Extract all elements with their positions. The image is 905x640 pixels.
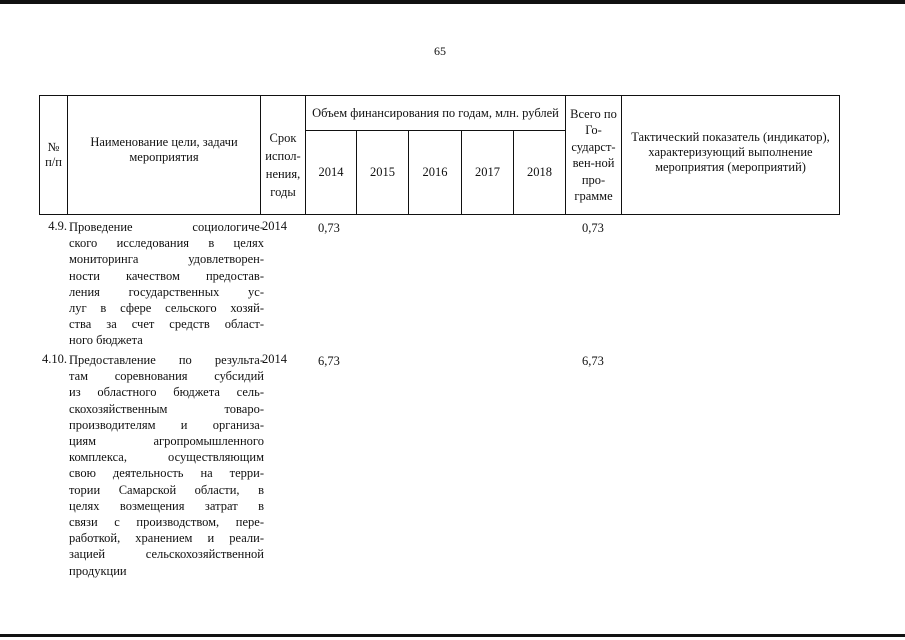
row-term: 2014 — [262, 219, 287, 233]
row-text-line: связи с производством, пере- — [69, 515, 264, 530]
row-text-line: тории Самарской области, в — [69, 482, 264, 497]
row-text-line: луг в сфере сельского хозяй- — [69, 301, 264, 316]
row-text-line: Предоставление по результа- — [69, 353, 264, 367]
header-num: № п/п — [45, 140, 62, 169]
page-number: 65 — [434, 44, 446, 58]
header-year-2015: 2015 — [370, 165, 395, 179]
row-text-line: Проведение социологиче- — [69, 220, 264, 234]
header-name: Наименование цели, задачи мероприятия — [90, 135, 238, 164]
row-text-line: зацией сельскохозяйственной — [69, 547, 264, 562]
header-term: Срок испол-нения, годы — [265, 131, 301, 199]
row-text-line: ного бюджета — [69, 333, 143, 348]
row-text-line: комплекса, осуществляющим — [69, 450, 264, 465]
header-total: Всего по Го-сударст-вен-ной про-грамме — [570, 106, 617, 203]
row-value-2014: 0,73 — [318, 221, 340, 235]
row-text-line: мониторинга удовлетворен- — [69, 252, 264, 267]
header-year-2016: 2016 — [422, 165, 448, 179]
bottom-border — [0, 634, 905, 637]
row-term: 2014 — [262, 352, 287, 366]
row-text-line: ления государственных ус- — [69, 284, 264, 299]
row-text-line: свою деятельность на терри- — [69, 466, 264, 481]
row-text-line: ности качеством предостав- — [69, 268, 264, 283]
row-text-line: продукции — [69, 563, 127, 578]
row-value-total: 6,73 — [582, 354, 604, 368]
header-funding: Объем финансирования по годам, млн. рублей — [312, 105, 559, 120]
row-text-line: ского исследования в целях — [69, 236, 264, 251]
header-bottom-rule — [39, 214, 840, 215]
row-value-total: 0,73 — [582, 221, 604, 235]
row-text-line: скохозяйственным товаро- — [69, 401, 264, 416]
row-text-line: из областного бюджета сель- — [69, 385, 264, 400]
row-text — [69, 219, 264, 349]
row-text-line: циям агропромышленного — [69, 434, 264, 449]
row-num: 4.10. — [42, 352, 67, 366]
row-text-line: производителям и организа- — [69, 417, 264, 432]
header-year-2014: 2014 — [318, 165, 344, 179]
grid-line — [839, 95, 840, 215]
top-border — [0, 0, 905, 4]
row-text-line: ства за счет средств област- — [69, 317, 264, 332]
row-value-2014: 6,73 — [318, 354, 340, 368]
header-year-2017: 2017 — [475, 165, 500, 179]
header-year-2018: 2018 — [527, 165, 552, 179]
row-text-line: работкой, хранением и реали- — [69, 531, 264, 546]
header-indicator: Тактический показатель (индикатор), характеризующий выполнение мероприятия (мероприятий) — [631, 129, 830, 174]
row-text-line: там соревнования субсидий — [69, 369, 264, 384]
row-num: 4.9. — [48, 219, 67, 233]
row-text-line: целях возмещения затрат в — [69, 498, 264, 513]
row-text — [69, 352, 264, 579]
